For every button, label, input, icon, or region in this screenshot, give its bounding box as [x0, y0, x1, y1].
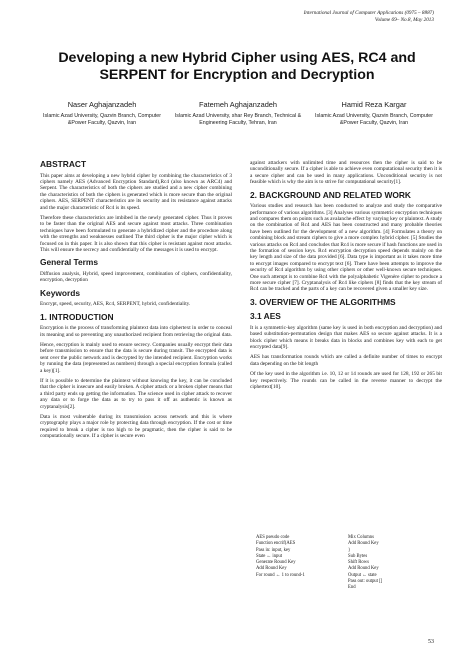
pseudocode-column-left	[256, 535, 344, 617]
pseudocode-line: Generate Round Key	[256, 560, 296, 566]
continued-paragraph: against attackers with unlimited time and resources then the cipher is said to be unconditionally secure. If a cipher is able to achieve even computational security then it is a secure cipher and can be used in many applications. Unconditional security is not feasible which is why the aim is to strive for computational security[1].	[250, 160, 442, 186]
pseudocode-line: AES pseudo code	[256, 535, 290, 540]
author-3	[310, 100, 438, 127]
pseudocode-line: Add Round Key	[256, 566, 287, 572]
right-column	[250, 160, 442, 394]
pseudocode-line: Sub Bytes	[348, 553, 368, 559]
journal-header	[304, 10, 434, 24]
abstract-heading: ABSTRACT	[40, 159, 87, 169]
pseudocode-line: Add Round Key	[348, 566, 379, 572]
pseudocode-line: Shift Rows	[348, 560, 369, 566]
aes-paragraph: AES has transformation rounds which are called a definite number of times to encrypt data depending on the bit length	[250, 354, 442, 367]
keywords-text: Encrypt, speed, security, AES, Rc4, SERPENT, hybrid, confidentiality.	[40, 301, 191, 308]
pseudocode-line: Function encrif(AES	[256, 541, 296, 547]
journal-volume: Volume 69– No.8, May 2013	[374, 17, 434, 23]
background-paragraph: Various studies and research has been conducted to analyze and study the comparative performance of various algorithms. [3] Analyses various symmetric encryption techniques and compares them on points such as avalanche effect by varying key or plaintext. A study on the combination of Rc4 and AES has been constructed and many probable theories have been outlined for the development of a new algorithm. [4] Formulates a theory on combining block and stream ciphers to give a more complex hybrid cipher. [5] Studies the various attacks on Rc4 and concludes that Rc4 is more secure if hash functions are used in the formation of session keys. Rc4 encryption decryption speed depends mainly on the key length and size of the data provided [6]. Data type is important as it takes more time to encrypt images compared to encrypt text [6]. There have been attempts to improve the security of Rc4 algorithm by using other ciphers or other well-known secure techniques. One such attempt is to combine Rc4 with the polyalphabetic Vigenère cipher to produce a more secure cipher [7]. Cryptanalysis of Rc4 like ciphers [8] finds that the key stream of Rc4 can be tracked and the parts of a key can be recovered given a smaller key size.	[250, 203, 443, 293]
general-terms-text: Diffusion analysis, Hybrid, speed improvement, combination of ciphers, confidentiality, encryption, decryption	[40, 270, 232, 284]
intro-paragraph: Encryption is the process of transforming plaintext data into ciphertext in order to conceal its meaning and so preventing any unauthorized recipient from retrieving the original data.	[40, 325, 232, 338]
author-1	[38, 100, 166, 127]
pseudocode-line: Pass in: input, key	[256, 547, 291, 553]
pseudocode-line: Mix Columns	[348, 535, 374, 540]
abstract-paragraph: Therefore these characteristics are imbibed in the newly generated cipher. Thus it proves to be faster than the original AES and secure against most attacks. Three combination techniques have been formulated to generate a hybridized cipher and the procedure along with the strengths and weaknesses outlined The third cipher is the major cipher which is focused on in this paper. It is also shown that this cipher is resistant against most attacks. This will ensure the secrecy and confidentially of the messages it is used to encrypt.	[40, 214, 232, 253]
page-number: 53	[428, 639, 434, 645]
pseudocode-column-right	[348, 535, 436, 617]
intro-paragraph: If it is possible to determine the plaintext without knowing the key, it can be concluded that the cipher is insecure and easily broken. A cipher attack or a broken cipher means that a third party ends up getting the information. The science used in cipher attack to recover any data or to forge the data as to try to pass it off as authentic is known as cryptanalysis[2].	[40, 377, 232, 410]
author-affiliation: Islamic Azad University, shar Rey Branch, Technical & Engineering Faculty, Tehran, Iran	[174, 113, 302, 126]
author-affiliation: Islamic Azad University, Qazvin Branch, Computer &Power Faculty, Qazvin, Iran	[43, 113, 161, 126]
author-name: Hamid Reza Kargar	[341, 100, 407, 109]
introduction-heading: 1. INTRODUCTION	[40, 311, 114, 322]
pseudocode-line: Output ← state	[348, 572, 377, 578]
journal-name: International Journal of Computer Applications (0975 – 8887)	[303, 10, 434, 16]
author-affiliation: Islamic Azad University, Qazvin Branch, Computer &Power Faculty, Qazvin, Iran	[315, 113, 433, 126]
abstract-paragraph: This paper aims at developing a new hybrid cipher by combining the characteristics of 3 ciphers namely AES (Advanced Encryption Standard),Rc4 (also known as ARC4) and Serpent. The characteristics of both the ciphers are studied and a new cipher combining the characteristics of both the ciphers is generated which is more secure than the original ciphers. AES, SERPENT characteristics are its security and its resistance against attacks and the major characteristic of Rc4 is its speed.	[40, 172, 232, 211]
intro-paragraph: Data is most vulnerable during its transmission across network and this is where cryptography plays a major role by protecting data through encryption. If the cost or time required to break a cipher is too high to be pragmatic, then the cipher is said to be computationally secure. If a cipher is secure even	[40, 413, 232, 440]
pseudocode-line: }	[348, 547, 351, 553]
aes-paragraph: It is a symmetric-key algorithm (same key is used in both encryption and decryption) and based substitution-permutation design that makes AES so secure against attacks. It is a block cipher which means it breaks data in blocks and combines key with each to get encrypted data[9].	[250, 324, 442, 351]
aes-pseudocode-figure	[256, 535, 436, 617]
pseudocode-line: For round ← 1 to round-1	[256, 572, 305, 578]
aes-heading: 3.1 AES	[250, 311, 281, 322]
general-terms-heading: General Terms	[40, 257, 99, 268]
overview-heading: 3. OVERVIEW OF THE ALGORITHMS	[250, 296, 396, 307]
author-list	[38, 100, 438, 127]
author-name: Fatemeh Aghajanzadeh	[198, 100, 278, 109]
intro-paragraph: Hence, encryption is mainly used to ensure secrecy. Companies usually encrypt their data before transmission to ensure that the data is secure during transit. The encrypted data is sent over the public network and is decrypted by the intended recipient. Encryption works by running the data (represented as numbers) through a special encryption formula (called a key)[1].	[40, 341, 232, 374]
author-2	[174, 100, 302, 127]
pseudocode-line: End	[348, 585, 356, 591]
author-name: Naser Aghajanzadeh	[67, 100, 137, 109]
paper-title: Developing a new Hybrid Cipher using AES, RC4 and SERPENT for Encryption and Decryption	[58, 50, 416, 83]
background-heading: 2. BACKGROUND AND RELATED WORK	[250, 189, 411, 200]
aes-paragraph: Of the key used in the algorithm i.e. 10, 12 or 14 rounds are used for 128, 192 or 265 bit key respectively. The rounds can be called in the reverse manner to decrypt the ciphertext[10].	[250, 371, 442, 391]
pseudocode-line: State ← input	[256, 553, 283, 559]
left-column	[40, 155, 232, 444]
pseudocode-line: Pass out: output []	[348, 579, 383, 585]
keywords-heading: Keywords	[40, 287, 81, 298]
pseudocode-line: Add Round Key	[348, 541, 379, 547]
